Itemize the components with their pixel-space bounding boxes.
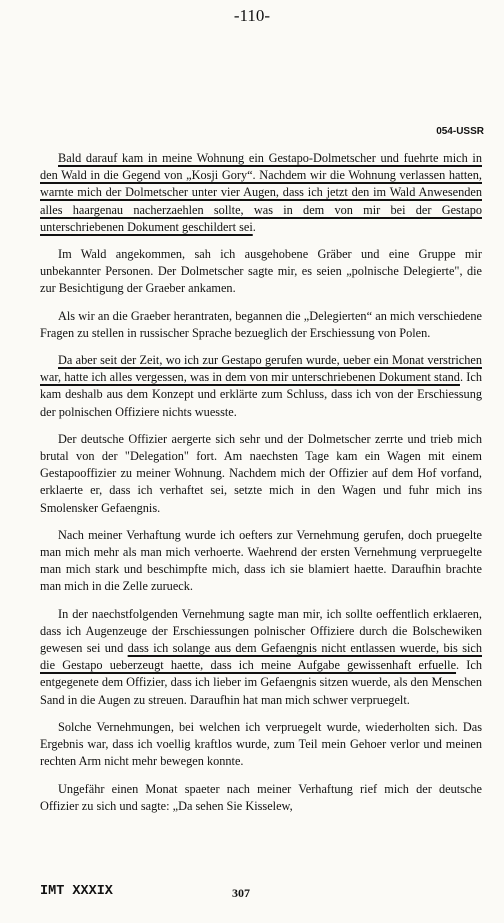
page-number: -110-	[233, 6, 271, 25]
paragraph	[40, 719, 482, 771]
document-id: 054-USSR	[436, 126, 484, 137]
paragraph	[40, 150, 482, 236]
text-segment: . Ich entgegenete dem Offizier, dass ich lieber im Gefaengnis sitzen wuerde, als den Menschen Sand in die Augen zu streuen. Daraufhin hat man mich schwer verpruegelt.	[40, 658, 482, 707]
paragraph	[40, 352, 482, 421]
body-text	[40, 150, 482, 825]
footer-volume: IMT XXXIX	[40, 884, 113, 899]
paragraph	[40, 527, 482, 596]
text-segment: Solche Vernehmungen, bei welchen ich verpruegelt wurde, wiederholten sich. Das Ergebnis war, dass ich voellig kraftlos wurde, zum Teil mein Gehoer verlor und meinen rechten Arm nicht mehr bewegen konnte.	[40, 719, 482, 769]
text-segment: Ungefähr einen Monat spaeter nach meiner Verhaftung rief mich der deutsche Offizier zu sich und sagte: „Da sehen Sie Kisselew,	[40, 781, 482, 813]
text-underlined: Da aber seit der Zeit, wo ich zur Gestapo gerufen wurde, ueber ein Monat verstrichen war, hatte ich alles vergessen, was in dem von mir unterschriebenen Dokument stand	[40, 353, 482, 385]
paragraph	[40, 606, 482, 709]
footer-page-number: 307	[232, 886, 250, 900]
paragraph	[40, 246, 482, 298]
text-segment: Im Wald angekommen, sah ich ausgehobene Gräber und eine Gruppe mir unbekannter Personen. Der Dolmetscher sagte mir, es seien „polnische Delegierte", die zur Besichtigung der Graeber ankamen.	[40, 247, 482, 296]
text-underlined: dass ich solange aus dem Gefaengnis nicht entlassen wuerde, bis sich die Gestapo ueberzeugt haette, dass ich meine Aufgabe gewissenhaft erfuelle	[40, 641, 482, 673]
text-segment: In der naechstfolgenden Vernehmung sagte man mir, ich sollte oeffentlich erklaeren, dass ich Augenzeuge der Erschiessungen polnischer Offiziere durch die Bolschewiken gewesen sei und	[40, 606, 482, 656]
paragraph	[40, 308, 482, 342]
paragraph	[40, 431, 482, 517]
paragraph	[40, 781, 482, 815]
text-segment: Nach meiner Verhaftung wurde ich oefters zur Vernehmung gerufen, doch pruegelte man mich mehr als man mich verhoerte. Waehrend der ersten Vernehmung verpruegelte man mich stark und beschimpfte mich, dass ich sie blamiert haette. Daraufhin brachte man mich in die Zelle zurueck.	[40, 527, 482, 594]
text-segment: .	[252, 219, 256, 234]
text-segment: . Ich kam deshalb aus dem Konzept und erklärte zum Schluss, dass ich von der Erschiessung der polnischen Offiziere nichts wuesste.	[40, 370, 482, 419]
text-underlined: Bald darauf kam in meine Wohnung ein Gestapo-Dolmetscher und fuehrte mich in den Wald in die Gegend von „Kosji Gory“. Nachdem wir die Wohnung verlassen hatten, warnte mich der Dolmetscher unter vier Augen, dass ich jetzt den im Wald Anwesenden alles haargenau nacherzaehlen sollte, was in dem von mir bei der Gestapo unterschriebenen Dokument geschildert sei	[40, 151, 482, 234]
text-segment: Als wir an die Graeber herantraten, begannen die „Delegierten“ an mich verschiedene Fragen zu stellen in russischer Sprache bezueglich der Erschiessung von Polen.	[40, 308, 482, 340]
text-segment: Der deutsche Offizier aergerte sich sehr und der Dolmetscher zerrte und trieb mich brutal von der "Delegation" fort. Am naechsten Tage kam ein Wagen mit einem Gestapooffizier zu meiner Wohnung. Nachdem mich der Offizier auf dem Hof vorfand, erklaerte er, dass ich verhaftet sei, setzte mich in den Wagen und fuhr mich ins Smolensker Gefaengnis.	[40, 431, 482, 515]
